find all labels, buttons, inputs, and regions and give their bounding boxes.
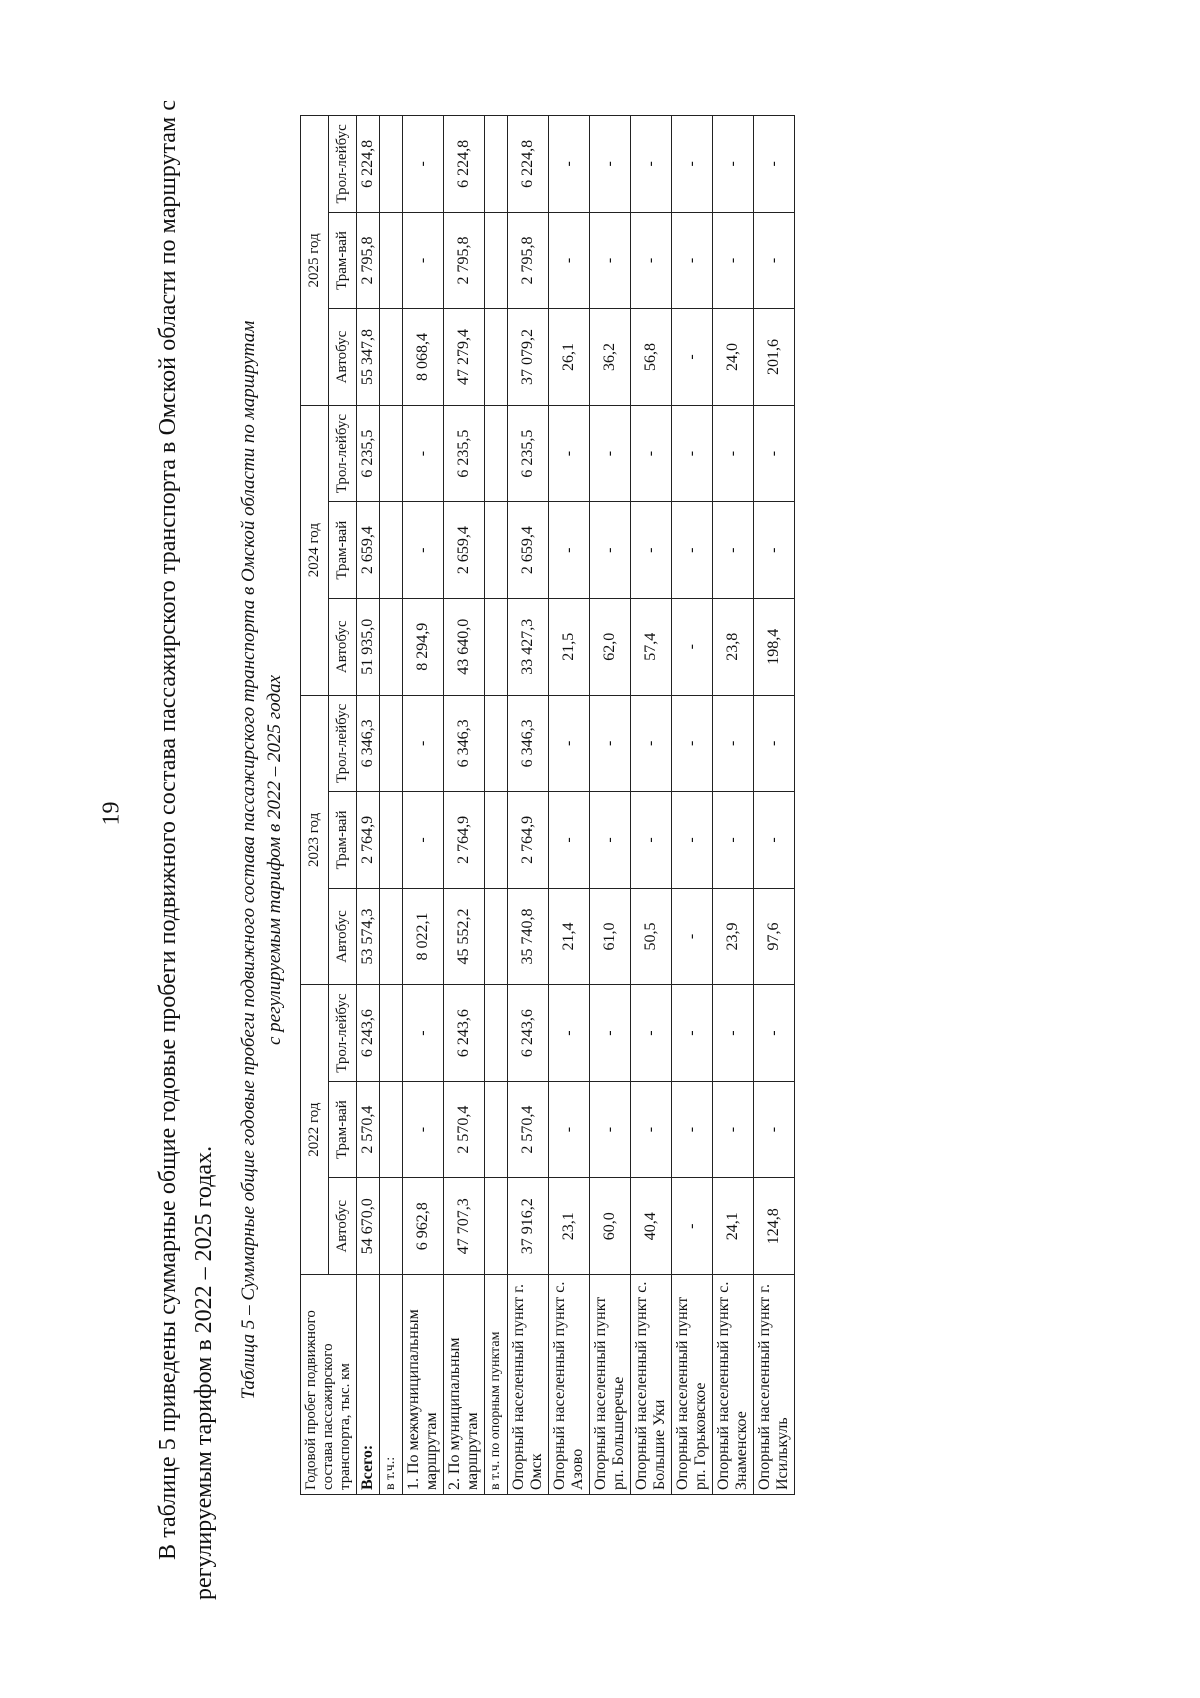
table-cell: 6 235,5 [444, 405, 485, 502]
table-row [713, 116, 754, 1495]
transport-type-header: Трам-вай [329, 792, 357, 889]
table-cell: 43 640,0 [444, 598, 485, 695]
row-label: Опорный населенный пункт рп. Горьковское [672, 1275, 713, 1495]
table-cell: 60,0 [590, 1178, 631, 1275]
table-cell: - [713, 212, 754, 309]
table-cell: 21,4 [549, 888, 590, 985]
table-cell: - [754, 695, 795, 792]
table-cell: 47 279,4 [444, 309, 485, 406]
transport-type-header: Автобус [329, 1178, 357, 1275]
table-cell: - [754, 985, 795, 1082]
table-cell [380, 212, 403, 309]
year-header: 2024 год [301, 405, 329, 695]
table-cell: 8 022,1 [403, 888, 444, 985]
table-cell: 198,4 [754, 598, 795, 695]
table-cell: 2 570,4 [357, 1081, 380, 1178]
caption-line-2: с регулируемым тарифом в 2022 – 2025 годах [264, 674, 285, 1046]
table-cell: 6 224,8 [357, 116, 380, 213]
table-cell: - [672, 792, 713, 889]
table-cell: 50,5 [631, 888, 672, 985]
table-cell: - [672, 888, 713, 985]
row-label: 1. По межмуниципальным маршрутам [403, 1275, 444, 1495]
table-cell: 6 346,3 [357, 695, 380, 792]
table-cell [485, 888, 508, 985]
transport-type-header: Трол-лейбус [329, 985, 357, 1082]
table-cell: - [754, 502, 795, 599]
intro-paragraph [150, 100, 222, 1600]
table-cell: 40,4 [631, 1178, 672, 1275]
table-cell: - [672, 405, 713, 502]
table-cell: - [754, 116, 795, 213]
table-cell: 2 659,4 [444, 502, 485, 599]
table-cell: 6 235,5 [357, 405, 380, 502]
caption-line-1: Таблица 5 – Суммарные общие годовые пробеги подвижного состава пассажирского транспорта в Омской области по маршрутам [238, 320, 259, 1400]
table-cell: - [754, 792, 795, 889]
table-cell: - [672, 1081, 713, 1178]
transport-type-header: Трам-вай [329, 1081, 357, 1178]
table-cell: 37 079,2 [508, 309, 549, 406]
table-cell [380, 309, 403, 406]
table-cell: - [672, 212, 713, 309]
table-cell: 6 243,6 [444, 985, 485, 1082]
table-cell: - [631, 212, 672, 309]
table-cell: - [590, 792, 631, 889]
transport-type-header: Автобус [329, 598, 357, 695]
table-cell: - [403, 212, 444, 309]
transport-type-header: Автобус [329, 309, 357, 406]
table-cell: - [549, 116, 590, 213]
table-cell: 2 795,8 [444, 212, 485, 309]
year-header: 2023 год [301, 695, 329, 985]
table-cell: 21,5 [549, 598, 590, 695]
table-cell: 8 068,4 [403, 309, 444, 406]
row-label: Опорный населенный пункт с. Знаменское [713, 1275, 754, 1495]
table-cell: - [631, 405, 672, 502]
table-cell [380, 1081, 403, 1178]
table-cell [485, 309, 508, 406]
table-cell [380, 1178, 403, 1275]
table-cell: 2 764,9 [357, 792, 380, 889]
row-label: Опорный населенный пункт г. Исилькуль [754, 1275, 795, 1495]
year-header-row [301, 116, 329, 1495]
row-label: в т.ч.: [380, 1275, 403, 1495]
table-cell: 55 347,8 [357, 309, 380, 406]
table-cell: - [713, 502, 754, 599]
table-cell: 6 235,5 [508, 405, 549, 502]
table-cell: - [754, 212, 795, 309]
table-cell: - [549, 212, 590, 309]
table-cell [380, 405, 403, 502]
year-header: 2022 год [301, 985, 329, 1275]
table-cell [485, 985, 508, 1082]
table-cell [485, 695, 508, 792]
table-cell: 36,2 [590, 309, 631, 406]
table-cell: 201,6 [754, 309, 795, 406]
table-cell: - [549, 405, 590, 502]
table-cell: 23,9 [713, 888, 754, 985]
table-cell: 24,0 [713, 309, 754, 406]
table-cell: - [549, 695, 590, 792]
table-cell [485, 405, 508, 502]
table-cell: - [672, 309, 713, 406]
table-cell: - [631, 1081, 672, 1178]
table-row [380, 116, 403, 1495]
table-cell: 53 574,3 [357, 888, 380, 985]
table-cell [380, 502, 403, 599]
table-cell: 23,1 [549, 1178, 590, 1275]
table-row [444, 116, 485, 1495]
table-cell: 26,1 [549, 309, 590, 406]
table-row [631, 116, 672, 1495]
table-cell [485, 598, 508, 695]
transport-type-header: Трол-лейбус [329, 405, 357, 502]
table-cell: 61,0 [590, 888, 631, 985]
table-cell: 37 916,2 [508, 1178, 549, 1275]
table-cell [380, 695, 403, 792]
table-cell: - [672, 695, 713, 792]
table-cell: - [590, 985, 631, 1082]
table-cell: 2 659,4 [357, 502, 380, 599]
transport-type-header: Автобус [329, 888, 357, 985]
table-cell: - [403, 695, 444, 792]
table-cell [380, 792, 403, 889]
table-cell [485, 502, 508, 599]
table-cell [485, 1081, 508, 1178]
table-row [549, 116, 590, 1495]
row-label: в т.ч. по опорным пунктам [485, 1275, 508, 1495]
table-cell: 56,8 [631, 309, 672, 406]
table-cell: - [590, 212, 631, 309]
table-cell: - [549, 502, 590, 599]
table-cell: - [403, 502, 444, 599]
table-cell: 51 935,0 [357, 598, 380, 695]
table-cell: - [403, 116, 444, 213]
transport-type-header: Трол-лейбус [329, 695, 357, 792]
transport-type-header: Трол-лейбус [329, 116, 357, 213]
table-cell: 124,8 [754, 1178, 795, 1275]
table-cell: - [713, 116, 754, 213]
table-cell: - [754, 405, 795, 502]
row-label: Опорный населенный пункт с. Азово [549, 1275, 590, 1495]
table-cell: 6 346,3 [508, 695, 549, 792]
table-cell: - [713, 405, 754, 502]
table-cell: - [403, 1081, 444, 1178]
table-cell [380, 985, 403, 1082]
table-cell: - [631, 985, 672, 1082]
table-cell: - [590, 405, 631, 502]
table-cell: 2 570,4 [444, 1081, 485, 1178]
table-body [357, 116, 795, 1495]
table-cell: - [672, 598, 713, 695]
table-cell: 2 764,9 [444, 792, 485, 889]
table-row [672, 116, 713, 1495]
table-cell [380, 598, 403, 695]
table-cell: 62,0 [590, 598, 631, 695]
table-cell: - [549, 1081, 590, 1178]
table-cell: - [403, 985, 444, 1082]
table-cell: 97,6 [754, 888, 795, 985]
page-number: 19 [98, 801, 125, 826]
table-cell: - [403, 792, 444, 889]
table-cell [485, 116, 508, 213]
intro-text: В таблице 5 приведены суммарные общие годовые пробеги подвижного состава пассажирского транспорта в Омской области по маршрутам с регулируемым тарифом в 2022 – 2025 годах. [155, 100, 217, 1600]
transport-type-header: Трам-вай [329, 502, 357, 599]
table-row [590, 116, 631, 1495]
table-cell [485, 212, 508, 309]
table-cell [485, 1178, 508, 1275]
table-cell: 47 707,3 [444, 1178, 485, 1275]
table-cell: 54 670,0 [357, 1178, 380, 1275]
table-cell: 2 570,4 [508, 1081, 549, 1178]
table-row [485, 116, 508, 1495]
table-cell: - [590, 1081, 631, 1178]
row-label: Опорный населенный пункт с. Большие Уки [631, 1275, 672, 1495]
table-cell: - [631, 116, 672, 213]
mileage-table [300, 115, 795, 1495]
table-cell: - [631, 502, 672, 599]
table-cell: 6 224,8 [444, 116, 485, 213]
table-cell: 2 795,8 [357, 212, 380, 309]
table-cell: 57,4 [631, 598, 672, 695]
transport-type-header: Трам-вай [329, 212, 357, 309]
table-cell: - [590, 502, 631, 599]
table-cell: - [403, 405, 444, 502]
table-cell: - [754, 1081, 795, 1178]
table-caption [236, 80, 288, 1640]
year-header: 2025 год [301, 116, 329, 406]
table-cell: 2 659,4 [508, 502, 549, 599]
table-row [403, 116, 444, 1495]
table-cell: - [713, 985, 754, 1082]
rotated-content [150, 80, 1030, 1640]
table-cell: - [713, 1081, 754, 1178]
table-row [357, 116, 380, 1495]
table-cell: 33 427,3 [508, 598, 549, 695]
table-cell: - [631, 792, 672, 889]
table-cell: - [713, 695, 754, 792]
table-cell: - [672, 1178, 713, 1275]
table-cell: 23,8 [713, 598, 754, 695]
table-cell: - [549, 985, 590, 1082]
table-cell [485, 792, 508, 889]
row-label: Всего: [357, 1275, 380, 1495]
table-cell: 6 243,6 [357, 985, 380, 1082]
table-cell: 6 243,6 [508, 985, 549, 1082]
table-cell: 6 962,8 [403, 1178, 444, 1275]
row-label: Опорный населенный пункт г. Омск [508, 1275, 549, 1495]
table-cell: - [549, 792, 590, 889]
table-cell [380, 888, 403, 985]
table-cell: 6 346,3 [444, 695, 485, 792]
table-cell: 45 552,2 [444, 888, 485, 985]
table-cell: 6 224,8 [508, 116, 549, 213]
table-cell [380, 116, 403, 213]
corner-header: Годовой пробег подвижного состава пассажирского транспорта, тыс. км [301, 1275, 357, 1495]
table-cell: 8 294,9 [403, 598, 444, 695]
table-cell: 2 764,9 [508, 792, 549, 889]
table-cell: - [672, 116, 713, 213]
table-cell: - [713, 792, 754, 889]
table-row [508, 116, 549, 1495]
table-row [754, 116, 795, 1495]
table-cell: - [672, 502, 713, 599]
row-label: Опорный населенный пункт рп. Большеречье [590, 1275, 631, 1495]
table-cell: - [672, 985, 713, 1082]
table-cell: - [590, 695, 631, 792]
table-cell: 35 740,8 [508, 888, 549, 985]
table-cell: - [631, 695, 672, 792]
row-label: 2. По муниципальным маршрутам [444, 1275, 485, 1495]
table-cell: - [590, 116, 631, 213]
table-cell: 2 795,8 [508, 212, 549, 309]
table-cell: 24,1 [713, 1178, 754, 1275]
